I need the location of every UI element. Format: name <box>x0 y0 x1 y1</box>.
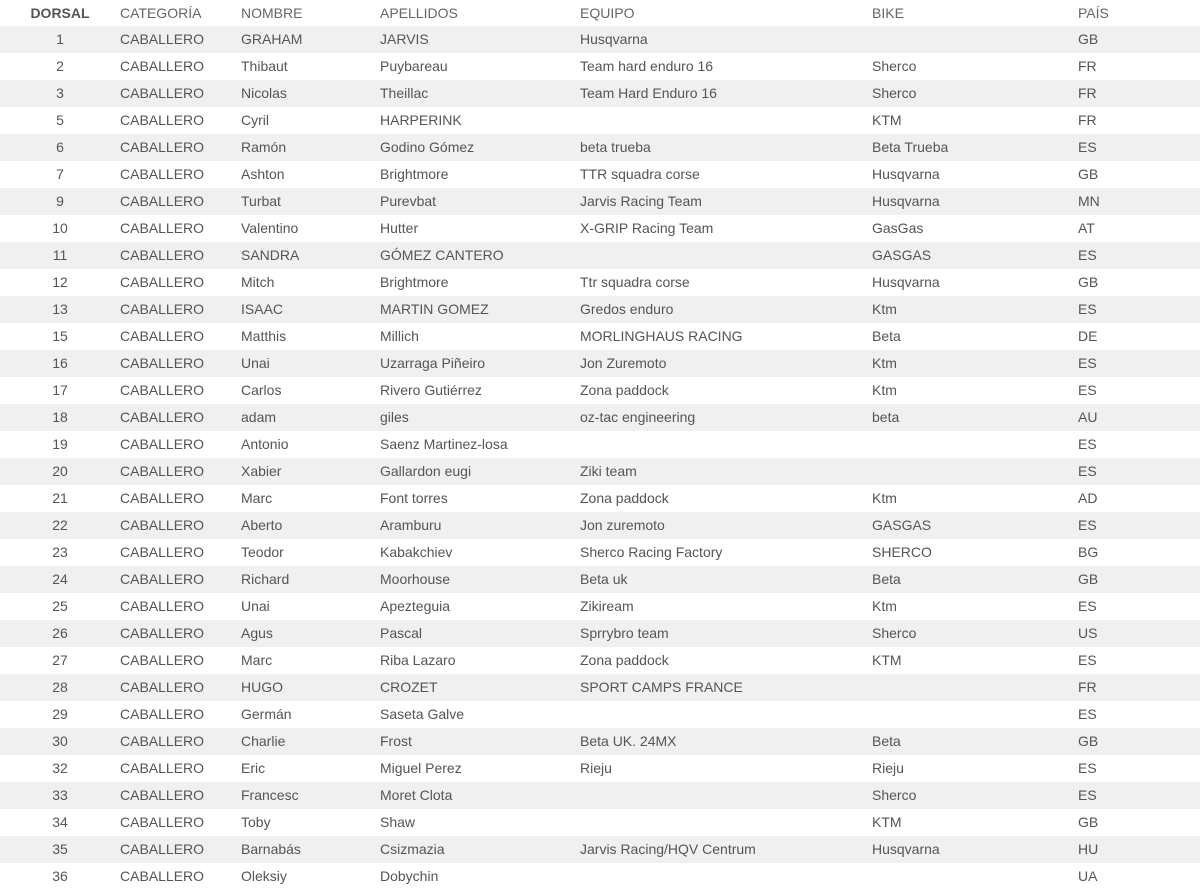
cell-dorsal: 32 <box>52 760 68 776</box>
cell-apellidos: Moret Clota <box>380 787 453 803</box>
cell-dorsal: 25 <box>52 598 68 614</box>
cell-apellidos: JARVIS <box>380 31 429 47</box>
cell-dorsal: 24 <box>52 571 68 587</box>
table-row <box>0 242 1200 269</box>
cell-bike: Husqvarna <box>872 166 940 182</box>
cell-bike: Beta <box>872 328 901 344</box>
table-row <box>0 620 1200 647</box>
cell-pais: AU <box>1078 409 1098 425</box>
cell-pais: FR <box>1078 85 1097 101</box>
cell-pais: DE <box>1078 328 1098 344</box>
table-row <box>0 161 1200 188</box>
cell-bike: Ktm <box>872 598 897 614</box>
cell-bike: Husqvarna <box>872 841 940 857</box>
cell-dorsal: 21 <box>52 490 68 506</box>
cell-bike: GasGas <box>872 220 924 236</box>
cell-equipo <box>580 809 872 836</box>
cell-bike: beta <box>872 409 900 425</box>
cell-apellidos: Hutter <box>380 220 419 236</box>
cell-equipo <box>580 431 872 458</box>
cell-nombre: ISAAC <box>241 301 284 317</box>
cell-dorsal: 27 <box>52 652 68 668</box>
cell-nombre: Richard <box>241 571 290 587</box>
cell-dorsal: 20 <box>52 463 68 479</box>
cell-nombre: Cyril <box>241 112 269 128</box>
cell-bike <box>872 26 1078 53</box>
cell-apellidos: Moorhouse <box>380 571 451 587</box>
cell-nombre: Aberto <box>241 517 283 533</box>
table-row <box>0 701 1200 728</box>
cell-nombre: Agus <box>241 625 273 641</box>
table-row <box>0 539 1200 566</box>
cell-pais: ES <box>1078 760 1097 776</box>
cell-bike: Sherco <box>872 787 917 803</box>
cell-categoria: CABALLERO <box>120 679 205 695</box>
cell-categoria: CABALLERO <box>120 328 205 344</box>
cell-pais: GB <box>1078 166 1099 182</box>
cell-nombre: Valentino <box>241 220 299 236</box>
cell-nombre: Marc <box>241 652 273 668</box>
cell-dorsal: 28 <box>52 679 68 695</box>
table-row <box>0 674 1200 701</box>
cell-categoria: CABALLERO <box>120 436 205 452</box>
cell-equipo <box>580 107 872 134</box>
cell-pais: ES <box>1078 301 1097 317</box>
cell-bike: Ktm <box>872 490 897 506</box>
cell-bike <box>872 431 1078 458</box>
cell-dorsal: 7 <box>56 166 64 182</box>
cell-dorsal: 19 <box>52 436 68 452</box>
header-apellidos[interactable]: APELLIDOS <box>380 5 458 21</box>
cell-equipo: Team hard enduro 16 <box>580 58 714 74</box>
cell-categoria: CABALLERO <box>120 166 205 182</box>
cell-bike <box>872 674 1078 701</box>
cell-categoria: CABALLERO <box>120 787 205 803</box>
cell-categoria: CABALLERO <box>120 301 205 317</box>
cell-categoria: CABALLERO <box>120 814 205 830</box>
cell-categoria: CABALLERO <box>120 544 205 560</box>
cell-equipo: Ttr squadra corse <box>580 274 690 290</box>
cell-pais: ES <box>1078 517 1097 533</box>
cell-categoria: CABALLERO <box>120 112 205 128</box>
cell-apellidos: Saseta Galve <box>380 706 465 722</box>
cell-bike: Sherco <box>872 85 917 101</box>
cell-apellidos: Aramburu <box>380 517 442 533</box>
header-pais[interactable]: PAÍS <box>1078 5 1109 21</box>
cell-dorsal: 15 <box>52 328 68 344</box>
cell-categoria: CABALLERO <box>120 625 205 641</box>
cell-nombre: Ramón <box>241 139 287 155</box>
cell-apellidos: Theillac <box>380 85 429 101</box>
cell-apellidos: Gallardon eugi <box>380 463 472 479</box>
cell-apellidos: Brightmore <box>380 274 449 290</box>
cell-pais: ES <box>1078 463 1097 479</box>
cell-equipo: Jon Zuremoto <box>580 355 667 371</box>
cell-pais: ES <box>1078 706 1097 722</box>
cell-pais: GB <box>1078 571 1099 587</box>
cell-categoria: CABALLERO <box>120 85 205 101</box>
cell-apellidos: Shaw <box>380 814 416 830</box>
cell-nombre: Charlie <box>241 733 286 749</box>
cell-equipo <box>580 863 872 890</box>
table-row <box>0 134 1200 161</box>
table-row <box>0 782 1200 809</box>
table-row <box>0 296 1200 323</box>
cell-bike: Rieju <box>872 760 904 776</box>
cell-equipo: Team Hard Enduro 16 <box>580 85 717 101</box>
cell-pais: GB <box>1078 31 1099 47</box>
cell-pais: FR <box>1078 112 1097 128</box>
table-row <box>0 404 1200 431</box>
table-row <box>0 512 1200 539</box>
cell-pais: AT <box>1078 220 1095 236</box>
cell-dorsal: 16 <box>52 355 68 371</box>
cell-nombre: Marc <box>241 490 273 506</box>
cell-nombre: SANDRA <box>241 247 300 263</box>
cell-dorsal: 22 <box>52 517 68 533</box>
cell-bike: SHERCO <box>872 544 932 560</box>
cell-apellidos: Font torres <box>380 490 448 506</box>
cell-nombre: Nicolas <box>241 85 287 101</box>
table-row <box>0 350 1200 377</box>
table-header-row <box>0 0 1200 26</box>
table-body <box>0 26 1200 890</box>
cell-pais: AD <box>1078 490 1098 506</box>
table-row <box>0 188 1200 215</box>
cell-pais: ES <box>1078 355 1097 371</box>
cell-dorsal: 17 <box>52 382 68 398</box>
cell-apellidos: Kabakchiev <box>380 544 453 560</box>
cell-apellidos: Riba Lazaro <box>380 652 456 668</box>
cell-categoria: CABALLERO <box>120 517 205 533</box>
cell-apellidos: Rivero Gutiérrez <box>380 382 482 398</box>
cell-categoria: CABALLERO <box>120 274 205 290</box>
table-row <box>0 728 1200 755</box>
cell-equipo: Sherco Racing Factory <box>580 544 723 560</box>
cell-equipo: Beta UK. 24MX <box>580 733 677 749</box>
cell-categoria: CABALLERO <box>120 139 205 155</box>
cell-apellidos: Puybareau <box>380 58 448 74</box>
cell-dorsal: 6 <box>56 139 64 155</box>
cell-nombre: Matthis <box>241 328 287 344</box>
cell-apellidos: Purevbat <box>380 193 437 209</box>
cell-pais: ES <box>1078 436 1097 452</box>
cell-dorsal: 12 <box>52 274 68 290</box>
cell-bike: KTM <box>872 652 902 668</box>
cell-apellidos: Apezteguia <box>380 598 451 614</box>
cell-apellidos: GÓMEZ CANTERO <box>380 247 504 263</box>
cell-apellidos: Uzarraga Piñeiro <box>380 355 486 371</box>
cell-bike: Ktm <box>872 382 897 398</box>
cell-pais: ES <box>1078 139 1097 155</box>
table-row <box>0 26 1200 53</box>
cell-nombre: adam <box>241 409 277 425</box>
cell-equipo: Zona paddock <box>580 382 669 398</box>
cell-bike: Beta <box>872 571 901 587</box>
cell-nombre: Teodor <box>241 544 284 560</box>
cell-categoria: CABALLERO <box>120 247 205 263</box>
cell-categoria: CABALLERO <box>120 490 205 506</box>
cell-equipo: oz-tac engineering <box>580 409 696 425</box>
table-row <box>0 377 1200 404</box>
cell-dorsal: 26 <box>52 625 68 641</box>
cell-equipo <box>580 701 872 728</box>
table-row <box>0 431 1200 458</box>
cell-equipo: TTR squadra corse <box>580 166 700 182</box>
cell-dorsal: 23 <box>52 544 68 560</box>
table-row <box>0 755 1200 782</box>
cell-categoria: CABALLERO <box>120 355 205 371</box>
table-row <box>0 323 1200 350</box>
cell-nombre: Barnabás <box>241 841 301 857</box>
cell-categoria: CABALLERO <box>120 841 205 857</box>
cell-pais: FR <box>1078 58 1097 74</box>
cell-bike: Sherco <box>872 58 917 74</box>
cell-dorsal: 3 <box>56 85 64 101</box>
cell-dorsal: 5 <box>56 112 64 128</box>
cell-nombre: Carlos <box>241 382 282 398</box>
cell-categoria: CABALLERO <box>120 733 205 749</box>
cell-apellidos: Millich <box>380 328 419 344</box>
cell-apellidos: Pascal <box>380 625 423 641</box>
cell-pais: FR <box>1078 679 1097 695</box>
cell-bike: GASGAS <box>872 517 932 533</box>
cell-nombre: HUGO <box>241 679 283 695</box>
table-row <box>0 593 1200 620</box>
cell-equipo: Beta uk <box>580 571 628 587</box>
cell-pais: ES <box>1078 652 1097 668</box>
cell-apellidos: MARTIN GOMEZ <box>380 301 489 317</box>
cell-nombre: GRAHAM <box>241 31 303 47</box>
cell-apellidos: Csizmazia <box>380 841 445 857</box>
cell-nombre: Mitch <box>241 274 275 290</box>
cell-nombre: Ashton <box>241 166 285 182</box>
cell-apellidos: Dobychin <box>380 868 439 884</box>
cell-apellidos: giles <box>380 409 409 425</box>
cell-pais: GB <box>1078 814 1099 830</box>
cell-bike: Husqvarna <box>872 274 940 290</box>
table-row <box>0 458 1200 485</box>
cell-bike: Sherco <box>872 625 917 641</box>
table-row <box>0 836 1200 863</box>
cell-categoria: CABALLERO <box>120 58 205 74</box>
cell-bike: Ktm <box>872 301 897 317</box>
cell-nombre: Eric <box>241 760 266 776</box>
cell-equipo: Ziki team <box>580 463 637 479</box>
cell-equipo: beta trueba <box>580 139 651 155</box>
header-equipo[interactable]: EQUIPO <box>580 5 635 21</box>
cell-pais: US <box>1078 625 1098 641</box>
cell-equipo: Zona paddock <box>580 490 669 506</box>
table-row <box>0 809 1200 836</box>
cell-dorsal: 18 <box>52 409 68 425</box>
header-dorsal[interactable]: DORSAL <box>30 5 90 21</box>
cell-dorsal: 9 <box>56 193 64 209</box>
cell-bike: Beta Trueba <box>872 139 949 155</box>
cell-bike <box>872 863 1078 890</box>
cell-pais: HU <box>1078 841 1099 857</box>
header-nombre[interactable]: NOMBRE <box>241 5 303 21</box>
cell-equipo: Gredos enduro <box>580 301 674 317</box>
cell-categoria: CABALLERO <box>120 193 205 209</box>
cell-categoria: CABALLERO <box>120 760 205 776</box>
cell-dorsal: 35 <box>52 841 68 857</box>
cell-bike <box>872 701 1078 728</box>
cell-equipo: Jarvis Racing Team <box>580 193 702 209</box>
cell-apellidos: Frost <box>380 733 412 749</box>
cell-equipo <box>580 242 872 269</box>
cell-categoria: CABALLERO <box>120 868 205 884</box>
cell-apellidos: Miguel Perez <box>380 760 462 776</box>
cell-equipo <box>580 782 872 809</box>
cell-bike: GASGAS <box>872 247 932 263</box>
cell-nombre: Unai <box>241 598 270 614</box>
cell-equipo: SPORT CAMPS FRANCE <box>580 679 743 695</box>
cell-apellidos: Brightmore <box>380 166 449 182</box>
cell-nombre: Oleksiy <box>241 868 287 884</box>
cell-categoria: CABALLERO <box>120 409 205 425</box>
cell-bike: Ktm <box>872 355 897 371</box>
cell-pais: MN <box>1078 193 1100 209</box>
table-row <box>0 485 1200 512</box>
cell-dorsal: 2 <box>56 58 64 74</box>
cell-pais: ES <box>1078 787 1097 803</box>
cell-apellidos: CROZET <box>380 679 438 695</box>
cell-pais: GB <box>1078 733 1099 749</box>
table-row <box>0 53 1200 80</box>
cell-nombre: Xabier <box>241 463 282 479</box>
cell-equipo: Rieju <box>580 760 612 776</box>
cell-categoria: CABALLERO <box>120 382 205 398</box>
cell-categoria: CABALLERO <box>120 31 205 47</box>
cell-equipo: Husqvarna <box>580 31 648 47</box>
cell-pais: GB <box>1078 274 1099 290</box>
cell-equipo: Zona paddock <box>580 652 669 668</box>
cell-dorsal: 10 <box>52 220 68 236</box>
table-row <box>0 215 1200 242</box>
cell-equipo: MORLINGHAUS RACING <box>580 328 743 344</box>
table-row <box>0 80 1200 107</box>
cell-pais: ES <box>1078 247 1097 263</box>
header-bike[interactable]: BIKE <box>872 5 904 21</box>
cell-bike: Husqvarna <box>872 193 940 209</box>
cell-nombre: Turbat <box>241 193 281 209</box>
cell-pais: BG <box>1078 544 1099 560</box>
cell-bike <box>872 458 1078 485</box>
cell-nombre: Thibaut <box>241 58 288 74</box>
cell-apellidos: HARPERINK <box>380 112 462 128</box>
table-row <box>0 566 1200 593</box>
cell-equipo: Zikiream <box>580 598 634 614</box>
cell-dorsal: 30 <box>52 733 68 749</box>
cell-dorsal: 33 <box>52 787 68 803</box>
cell-dorsal: 36 <box>52 868 68 884</box>
table-row <box>0 863 1200 890</box>
cell-dorsal: 11 <box>52 247 68 263</box>
cell-bike: KTM <box>872 814 902 830</box>
cell-pais: ES <box>1078 382 1097 398</box>
table-row <box>0 269 1200 296</box>
cell-categoria: CABALLERO <box>120 463 205 479</box>
cell-categoria: CABALLERO <box>120 652 205 668</box>
cell-equipo: X-GRIP Racing Team <box>580 220 714 236</box>
header-categoria[interactable]: CATEGORÍA <box>120 5 202 21</box>
cell-dorsal: 13 <box>52 301 68 317</box>
cell-dorsal: 29 <box>52 706 68 722</box>
cell-nombre: Unai <box>241 355 270 371</box>
cell-nombre: Germán <box>241 706 292 722</box>
cell-categoria: CABALLERO <box>120 220 205 236</box>
cell-apellidos: Godino Gómez <box>380 139 475 155</box>
table-row <box>0 647 1200 674</box>
cell-apellidos: Saenz Martinez-losa <box>380 436 508 452</box>
cell-pais: ES <box>1078 598 1097 614</box>
cell-dorsal: 1 <box>56 31 64 47</box>
table-row <box>0 107 1200 134</box>
cell-equipo: Sprrybro team <box>580 625 669 641</box>
cell-bike: KTM <box>872 112 902 128</box>
cell-nombre: Toby <box>241 814 271 830</box>
cell-categoria: CABALLERO <box>120 598 205 614</box>
cell-categoria: CABALLERO <box>120 571 205 587</box>
cell-categoria: CABALLERO <box>120 706 205 722</box>
cell-equipo: Jarvis Racing/HQV Centrum <box>580 841 756 857</box>
cell-pais: UA <box>1078 868 1098 884</box>
cell-nombre: Antonio <box>241 436 289 452</box>
cell-dorsal: 34 <box>52 814 68 830</box>
cell-nombre: Francesc <box>241 787 299 803</box>
cell-bike: Beta <box>872 733 901 749</box>
cell-equipo: Jon zuremoto <box>580 517 665 533</box>
